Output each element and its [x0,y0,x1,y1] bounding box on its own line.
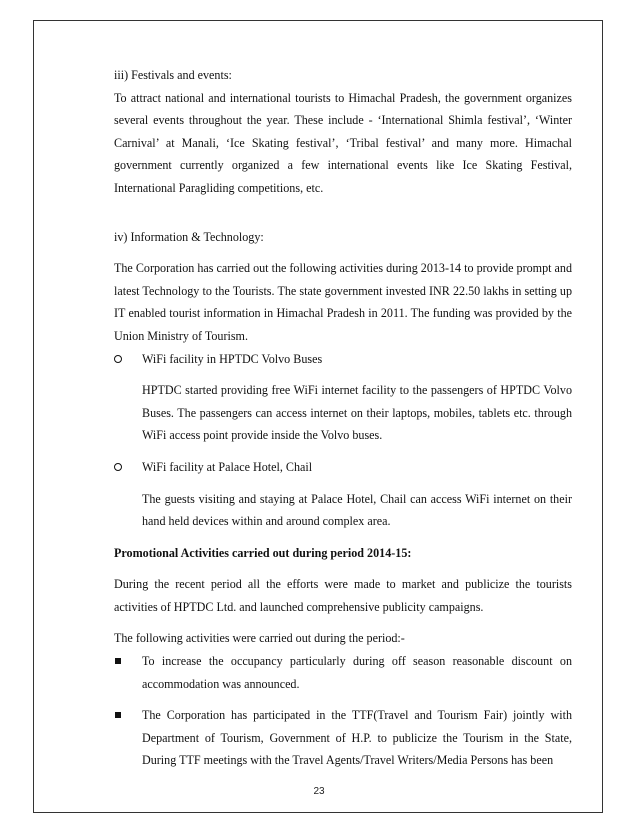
section-iii-heading: iii) Festivals and events: [114,68,232,82]
list-item-title: WiFi facility at Palace Hotel, Chail [142,459,313,474]
document-body [114,64,572,772]
list-item-title: WiFi facility in HPTDC Volvo Buses [142,351,323,366]
list-item-text: To increase the occupancy particularly during off season reasonable discount on accommodation was announced. [142,654,572,691]
list-item [114,456,572,479]
list-item [114,348,572,371]
section-iv-heading: iv) Information & Technology: [114,229,264,244]
list-item [114,704,572,772]
list-item [114,650,572,695]
promotional-intro: The following activities were carried out during the period:- [114,631,405,646]
list-item-body: HPTDC started providing free WiFi internet facility to the passengers of HPTDC Volvo Buses. The passengers can access internet on their laptops, mobiles, tablets etc. through WiFi access point provide inside the Volvo buses. [142,383,572,443]
section-iv-paragraph: The Corporation has carried out the following activities during 2013-14 to provide prompt and latest Technology to the Tourists. The state government invested INR 22.50 lakhs in setting up IT enabled tourist information in Himachal Pradesh in 2011. The funding was provided by the Union Ministry of Tourism. [114,261,572,343]
section-iii-paragraph: To attract national and international tourists to Himachal Pradesh, the government organizes several events throughout the year. These include - ‘International Shimla festival’, ‘Winter Carnival’ at Manali, ‘Ice Skating festival’, ‘Tribal festival’ and many more. Himachal government currently organized a few international events like Ice Skating Festival, International Paragliding competitions, etc. [114,90,572,195]
list-item-text: The Corporation has participated in the TTF(Travel and Tourism Fair) jointly with Department of Tourism, Government of H.P. to publicize the Tourism in the State, During TTF meetings with the Travel Agents/Travel Writers/Media Persons has been [142,708,572,768]
promotional-heading: Promotional Activities carried out during period 2014-15: [114,545,412,560]
promotional-paragraph: During the recent period all the efforts were made to market and publicize the tourists activities of HPTDC Ltd. and launched comprehensive publicity campaigns. [114,577,572,614]
list-item-body: The guests visiting and staying at Palace Hotel, Chail can access WiFi internet on their hand held devices within and around complex area. [142,491,572,529]
page-number: 23 [313,786,325,797]
